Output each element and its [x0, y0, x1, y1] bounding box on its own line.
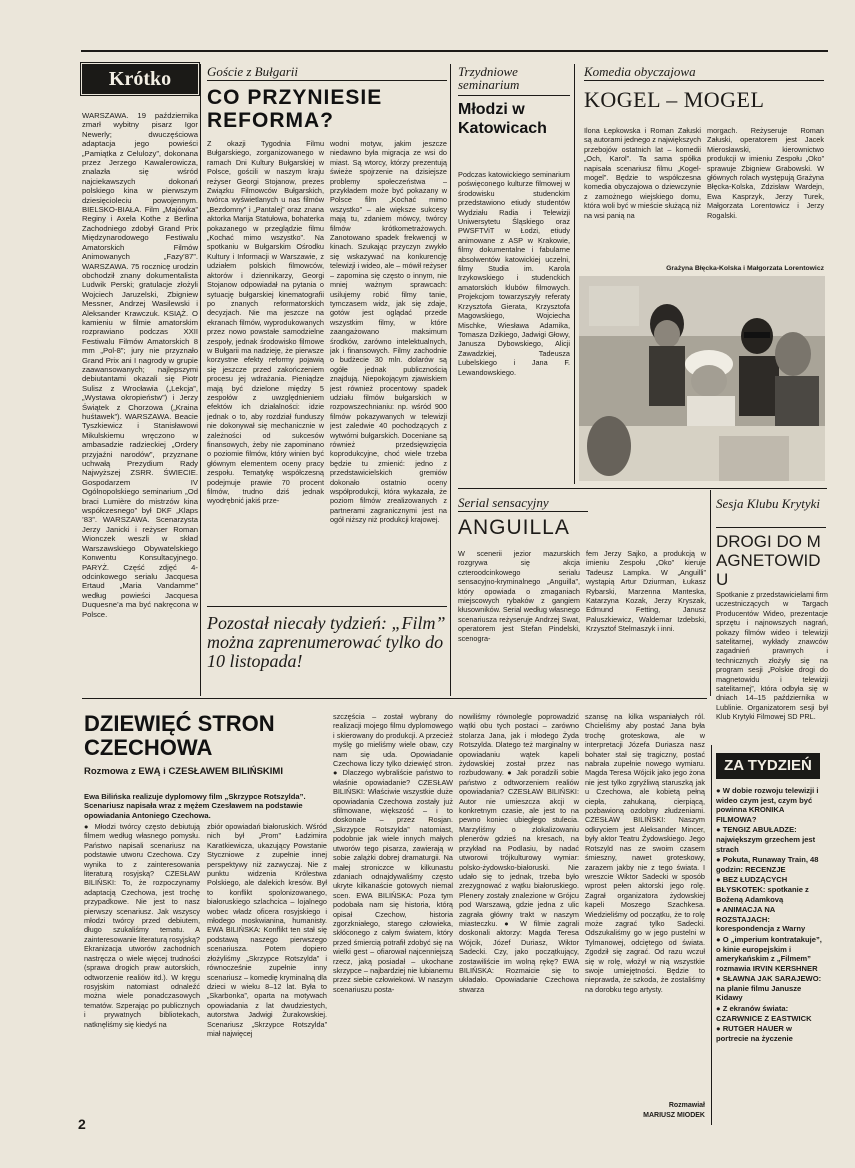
tydzien-item: ● TENGIZ ABUŁADZE: największym grzechem jest strach: [716, 825, 816, 854]
interview-column-3: szczęścia – został wybrany do realizacji mojego filmu dyplomowego i skierowany do produkcji. A przecież myślę go mieliśmy wiele obaw, czy nam się uda. Opowiadanie Czechowa liczy tylko dziewięć stron. ● Dlaczego wybraliście państwo to właśnie opowiadanie? CZESŁAW BILIŃSKI: Właściwie wszystkie duże opowiadania Czechowa zostały już sfilmowane, większość – i to doskonale – przez Rosjan. „Skrzypce Rotszylda” natomiast, podobnie jak wiele innych małych utworów tego pisarza, zawierają w sobie zalążki dobrej dramaturgii. Na małej stroniczce w kilkunastu zdaniach odnajdywaliśmy często ukryte kilkanaście gotowych niemal scen. EWA BILIŃSKA: Poza tym podobała nam się historia, którą opisał Czechow, historia zgorzkniałego, starego człowieka, skłóconego z całym światem, który przed śmiercią potrafił zdobyć się na wielki gest – ofiarował najcenniejszą rzecz, jaką posiadał – ukochane skrzypce – najbardziej nie lubianemu przez siebie człowiekowi. W naszym scenariuszu posta-: [333, 712, 453, 994]
goscie-headline: CO PRZYNIESIE REFORMA?: [207, 86, 383, 132]
sesja-section-label: Sesja Klubu Krytyki: [716, 496, 820, 511]
interview-credit-name: MARIUSZ MIODEK: [643, 1112, 705, 1119]
kogel-section-label: Komedia obyczajowa: [584, 64, 696, 79]
tydzien-item: ● SŁAWNA JAK SARAJEWO: na planie filmu Janusze Kidawy: [716, 974, 822, 1003]
kogel-column-1: Ilona Łepkowska i Roman Załuski są autorami jednego z największych przebojów ostatnich lat – komedii „Och, Karol”. Ta sama spółka napisała scenariusz filmu „Kogel-mogel”. Będzie to współczesna komedia obyczajowa o dziewczynie z zamożnego wiejskiego domu, która woli być w mieście służącą niż na wsi panią na: [584, 126, 701, 220]
interview-column-5: szansę na kilka wspaniałych ról. Chcieliśmy aby postać Jana była trochę groteskowa, ale w interpretacji Józefa Duriasza nasz bohater stał się tragiczny, postać nabrała zupełnie nowego wymiaru. Magda Teresa Wójcik jako jego żona nie jest tylko zgryźliwą staruszką jak u Czechowa, ale kobietą pełną ciepła, zahukaną, cierpiącą, pozbawioną ozdobny złudzeniami. CZESŁAW BILIŃSKI: Naszym odkryciem jest Aleksander Mincer, były aktor Teatru Żydowskiego. Jego Rotszyld nas ze swoim czasem śmieszny, nawet groteskowy, zarazem jakby nie z tego świata. I wreszcie Wiktor Sadecki w sposób wprost pełen aktorski jego rolę. Zagrał organizatora żydowskiej kapeli Moszego Szachkesa. Wiedzieliśmy od początku, że to rolę może zagrać tylko Sadecki. Odszukaliśmy go w jego pustelni w Tylmanowej, odciętego od świata. Zgodził się zagrać. Od razu wczuł się w rolę, włożył w nią wszystkie swoje umiejętności. Będzie to nieprawda, że szkoda, że zostaliśmy na dorobku tego artysty.: [585, 712, 705, 994]
tydzien-item: ● O „imperium kontratakuje”, o kinie europejskim i amerykańskim z „Filmem” rozmawia IRVIN KERSHNER: [716, 934, 822, 973]
interview-credit-label: Rozmawiał: [668, 1102, 705, 1109]
tydzien-item: ● ANIMACJA NA ROZSTAJACH: korespondencja z Warny: [716, 905, 806, 934]
krotko-title: Krótko: [108, 68, 172, 90]
interview-headline: DZIEWIĘĆ STRON CZECHOWA: [84, 711, 275, 760]
interview-column-1: ● Młodzi twórcy często debiutują filmem według własnego pomysłu. Państwo napisali scenariusz na podstawie utworu Czechowa. Czy wynika to z zainteresowania literaturą rosyjską? CZESŁAW BILIŃSKI: To, że rozpoczynamy adaptacją Czechowa, jest trochę przypadkowe. Nie jest to nasz pierwszy scenariusz. Jak wszyscy młodzi twórcy przed debiutem, długo szukaliśmy tematu. A zainteresowanie literaturą rosyjską? Ekranizacja utworów zachodnich nastręcza o wiele więcej trudności (sprawa drogich praw autorskich, odtworzenie realiów itd.). W kręgu rosyjskim natomiast odnaleźć można wiele ponadczasowych tematów. Szperając po publicznych i prywatnych bibliotekach, natknęliśmy się kiedyś na: [84, 822, 200, 1029]
tydzien-item: ● W dobie rozwoju telewizji i wideo czym jest, czym być powinna KRONIKA FILMOWA?: [716, 786, 819, 824]
anguilla-section-label: Serial sensacyjny: [458, 495, 549, 510]
krotko-body: WARSZAWA. 19 października zmarł wybitny pisarz Igor Newerly; dwuczęściowa adaptacja jego powieści „Pamiątka z Celulozy”, dokonana przez Jerzego Kawalerowicza, znalazła się wśród najciekawszych dokonań polskiego kina w pierwszym dziesięcioleciu powojennym. BIELSKO-BIAŁA. Film „Majówka” Reginy i Axela Kothe z Berlina Zachodniego zdobył Grand Prix Międzynarodowego Festiwalu Amatorskich Filmów Animowanych „Fazy’87”. WARSZAWA. 75 rocznicę urodzin obchodził znany dokumentalista Ludwik Perski; gratulacje złożyli Wojciech Jaruzelski, Zbigniew Messner, Andrzej Wasilewski i Aleksander Krawczuk. KSIĄŻ. O kamieniu w filmie amatorskim rozprawiano podczas XXII Festiwalu Filmów Amatorskich 8 mm „Pol-8”; jury nie przyznało Grand Prix ani I nagrody w grupie zaawansowanych; najlepszymi debiutantami okazali się Piotr Sulisz z Wrocławia („Lekcja”, „Wystawa okropieństw”) i Jerzy Świątek z Chorzowa („Kraina huśtawek”). WARSZAWA. Beacie Tyszkiewicz i Stanisławowi Mikulskiemu wręczono w ambasadzie radzieckiej „Ordery przyjaźni narodów”, przyznane uchwałą Prezydium Rady Najwyższej ZSRR. ŚWIECIE. Gospodarzem IV Ogólnopolskiego seminarium „Od braci Lumière do mistrzów kina współczesnego” był DKF „Klaps ’83”. WARSZAWA. Scenarzysta Jerzy Janicki i reżyser Roman Wionczek weszli w skład Warszawskiego Obywatelskiego Konwentu Konsultacyjnego. PARYŻ. Część zdjęć 4-odcinkowego serialu Jacquesa Ertaud „Maria Vandamme” według powieści Jacquesa Duquesne’a ma być nakręcona w Polsce.: [82, 111, 198, 619]
tydzien-item: ● RUTGER HAUER w portrecie na życzenie: [716, 1024, 793, 1043]
anguilla-column-2: fem Jerzy Sajko, a produkcją w imieniu Zespołu „Oko” kieruje Tadeusz Lampka. W „Anguilli” wystąpią Artur Dziurman, Łukasz Rybarski, Marzenna Manteska, Katarzyna Kozak, Jerzy Kryszak, Edmund Fetting, Janusz Paluszkiewicz, Waldemar Izdebski, Krzysztof Stelmaszyk i inni.: [586, 549, 706, 634]
page-number: 2: [78, 1116, 86, 1132]
subscription-promo-text: Pozostał niecały tydzień: „Film” można zaprenumerować tylko do 10 listopada!: [207, 613, 446, 671]
interview-column-4: nowiliśmy równolegle poprowadzić wątki obu tych postaci – zarówno stolarza Jana, jak i młodego Żyda Rotszylda. Dlatego też marginalny w opowiadaniu wątek kapeli żydowskiej został przez nas rozbudowany. ● Jak poradzili sobie państwo z odtworzeniem realiów opowiadania? CZESŁAW BILIŃSKI: Autor nie umieszcza akcji w konkretnym czasie, ale jest to na pewno koniec ubiegłego stulecia. Marzyliśmy o zlokalizowaniu plenerów gdzieś na kresach, na przykład na Podlasiu, by nadać utworowi trójkulturowy wymiar: polsko-żydowsko-białoruski. Nie udało się to jednak, trzeba było zrezygnować z wątku białoruskiego. Plenery zostały znalezione w Grójcu pod Warszawą, gdzie jedna z ulic zagrała główny trakt w naszym miasteczku. ● W filmie zagrali doskonali aktorzy: Magda Teresa Wójcik, Józef Duriasz, Wiktor Sadecki. Czy, jako początkujący, zostawiliście im wolną rękę? EWA BILIŃSKA: Rozmaicie się to układało. Opowiadanie Czechowa stwarza: [459, 712, 579, 994]
tydzien-item: ● Z ekranów świata: CZARWNICE Z EASTWICK: [716, 1004, 812, 1023]
kogel-headline: KOGEL – MOGEL: [584, 87, 765, 112]
film-still-photo: [579, 276, 825, 481]
tydzien-list: [716, 786, 826, 1044]
anguilla-headline: ANGUILLA: [458, 516, 570, 539]
interview-subhead: Rozmowa z EWĄ i CZESŁAWEM BILIŃSKIMI: [84, 766, 283, 777]
goscie-section-label: Goście z Bułgarii: [207, 64, 298, 79]
goscie-column-1: Z okazji Tygodnia Filmu Bułgarskiego, zorganizowanego w ramach Dni Kultury Bułgarskiej w Polsce, gościli w naszym kraju reżyser Georgi Stojanow, prezes Związku Filmowców Bułgarskich, twórca wyświetlanych u nas filmów „Bezdomny” i „Pantalej” oraz znana aktorka Marija Statułowa, bohaterka pokazanego w przeglądzie filmu „Kochać mimo wszystko”. Na spotkaniu w Bułgarskim Ośrodku Kultury i Informacji w Warszawie, z udziałem polskich filmowców, aktorów i dziennikarzy, Georgi Stojanow odpowiadał na pytania o sytuację bułgarskiej kinematografii po znanych reformatorskich decyzjach. Nie ma jeszcze na ekranach filmów, wyprodukowanych przez nowo powstałe samodzielne zespoły, jednak środowisko filmowe w Bułgarii ma nadzieję, że pierwsze korzystne efekty reformy pojawią się jeszcze przed zakończeniem procesu jej wdrażania. Pieniądze mają być dzielone między 5 zespołów z uwzględnieniem efektów ich działalności: idzie jednak o to, aby rozdział funduszy nie dokonywał się mechanicznie w zależności od sukcesów finansowych, żeby nie zapominano o poziomie filmów, który winien być głównym elementem oceny pracy zespołu. Tematykę współczesną podejmuje prawie 70 procent filmów, trudno dziś jednak wyodrębnić jakiś prze-: [207, 139, 324, 506]
anguilla-column-1: W scenerii jezior mazurskich rozgrywa się akcja czteroodcinkowego serialu sensacyjno-kryminalnego „Anguilla”, który opowiada o zmaganiach miejscowych rybaków z gangiem kłusowników. Serial według własnego scenariusza reżyseruje Andrzej Swat, operatorem jest Stefan Pindelski, scenogra-: [458, 549, 580, 643]
interview-column-2: zbiór opowiadań białoruskich. Wśród nich był „Prom” Ładzimira Karatkiewicza, ukazujący Powstanie Styczniowe z zupełnie innej perspektywy niż zazwyczaj. Nie z punktu widzenia Królestwa Polskiego, ale dalekich kresów. Był to konflikt spolonizowanego, białoruskiego szlachcica – lojalnego wobec władz oficera rosyjskiego i młodego moskwianina, humanisty. EWA BILIŃSKA: Konflikt ten stał się podstawą naszego pierwszego scenariusza. Potem dopiero złożyliśmy „Skrzypce Rotszylda” i równocześnie zupełnie inny scenariusz – komedię kryminalną dla dzieci w wieku 8–12 lat. Była to „Skarbonka”, oparta na motywach opowiadania z lat dwudziestych, autorstwa Jadwigi Żurakowskiej. Scenariusz „Skrzypce Rotszylda” miał najwięcej: [207, 822, 327, 1038]
photo-caption: Grażyna Błęcka-Kolska i Małgorzata Lorentowicz: [666, 265, 824, 272]
katowice-body: Podczas katowickiego seminarium poświęconego kulturze filmowej w środowisku studenckim przedstawiono etiudy studentów Wydziału Radia i Telewizji Uniwersytetu Śląskiego oraz PWSFTViT w Łodzi, etiudy animowane z ASP w Krakowie, filmy dokumentalne i fabularne absolwentów katowickiej uczelni, filmy Studia im. Karola Irzykowskiego i studenckich amatorskich klubów filmowych. Projekcjom towarzyszyły referaty Krzysztofa Gierata, Krzysztofa Magowskiego, Wojciecha Mischke, Wiesława Adamika, Tomasza Dzikiego, Jadwigi Głowy, Janusza Dybowskiego, Alicji Zawadzkiej, Tadeusza Lubelskiego i Jana F. Lewandowskiego.: [458, 170, 570, 377]
kogel-column-2: morgach. Reżyseruje Roman Załuski, operatorem jest Jacek Mierosławski, kierownictwo produkcji w imieniu Zespołu „Oko” sprawuje Zbigniew Grabowski. W głównych rolach występują Grażyna Błęcka-Kolska, Zdzisław Wardejn, Ewa Kasprzyk, Jerzy Turek, Małgorzata Lorentowicz i Jerzy Rogalski.: [707, 126, 824, 220]
tydzien-title: ZA TYDZIEŃ: [724, 757, 812, 774]
tydzien-item: ● BEZ ŁUDZĄCYCH BŁYSKOTEK: spotkanie z Boženą Adamkovą: [716, 875, 809, 904]
interview-lead: Ewa Bilińska realizuje dyplomowy film „Skrzypce Rotszylda”. Scenariusz napisała wraz z mężem Czesławem na podstawie opowiadania Antoniego Czechowa.: [84, 792, 306, 820]
tydzien-item: ● Pokuta, Runaway Train, 48 godzin: RECENZJE: [716, 855, 819, 874]
goscie-column-2: wodni motyw, jakim jeszcze niedawno była migracja ze wsi do miast. Są wtorcy, którzy prezentują świeże spojrzenie na dzisiejsze problemy społeczeństwa – przykładem może być pokazany w Polsce film „Kochać mimo wszystko” – ale większe sukcesy mają tu, zdaniem mówcy, twórcy filmów krótkometrażowych. Zanotowano spadek frekwencji w kinach. Szukając przyczyn zwykło się wskazywać na konkurencję telewizji i wideo, ale – mówił reżyser – zapomina się często o innym, nie mniej ważnym sprawcach: usilujemy robić filmy tanie, tymczasem widz, jak się zdaje, gotów jest oglądać przede wszystkim filmy, w które zaangażowano maksimum środków, zarówno intelektualnych, jak i finansowych. Filmy zachodnie o budżecie 30 mln. dolarów są ogółe jednak publicznością znajdują. Niepokojącym zjawiskiem jest również procentowy spadek udziału filmów bułgarskich w rozpowszechnianiu: np. wśród 900 filmów pokazywanych w telewizji jest zaledwie 40 pochodzących z wytwórni bułgarskich. Doceniane są również przedsięwzięcia koprodukcyjne, choć wiele trzeba będzie tu zmienić: jedno z przedstawicielskich gremiów dokonało ostatnio oceny współprodukcji, która wykazała, że poziom filmów zrealizowanych z partnerami zagranicznymi jest na ogół niższy niż produkcji krajowej.: [330, 139, 447, 525]
katowice-headline: Młodzi w Katowicach: [458, 101, 547, 137]
tydzien-title-box: [716, 753, 820, 779]
subscription-promo: [207, 606, 447, 691]
katowice-section-label: Trzydniowe seminarium: [458, 64, 520, 92]
sesja-body: Spotkanie z przedstawicielami firm uczestniczących w Targach Producentów Wideo, prezentacje sprzętu i najnowszych nagrań, pokazy filmów wideo i telewizji satelitarnej, wykłady znawców zagadnień prawnych i technicznych złożyły się na program sesji „Polskie drogi do magnetowidu i telewizji satelitarnej”, która odbyła się w dniach 14–15 października w Lublinie. Organizatorem sesji był Klub Krytyki Filmowej SD PRL.: [716, 590, 828, 722]
krotko-title-box: [82, 64, 198, 94]
sesja-headline: DROGI DO MAGNETOWIDU: [716, 532, 821, 589]
